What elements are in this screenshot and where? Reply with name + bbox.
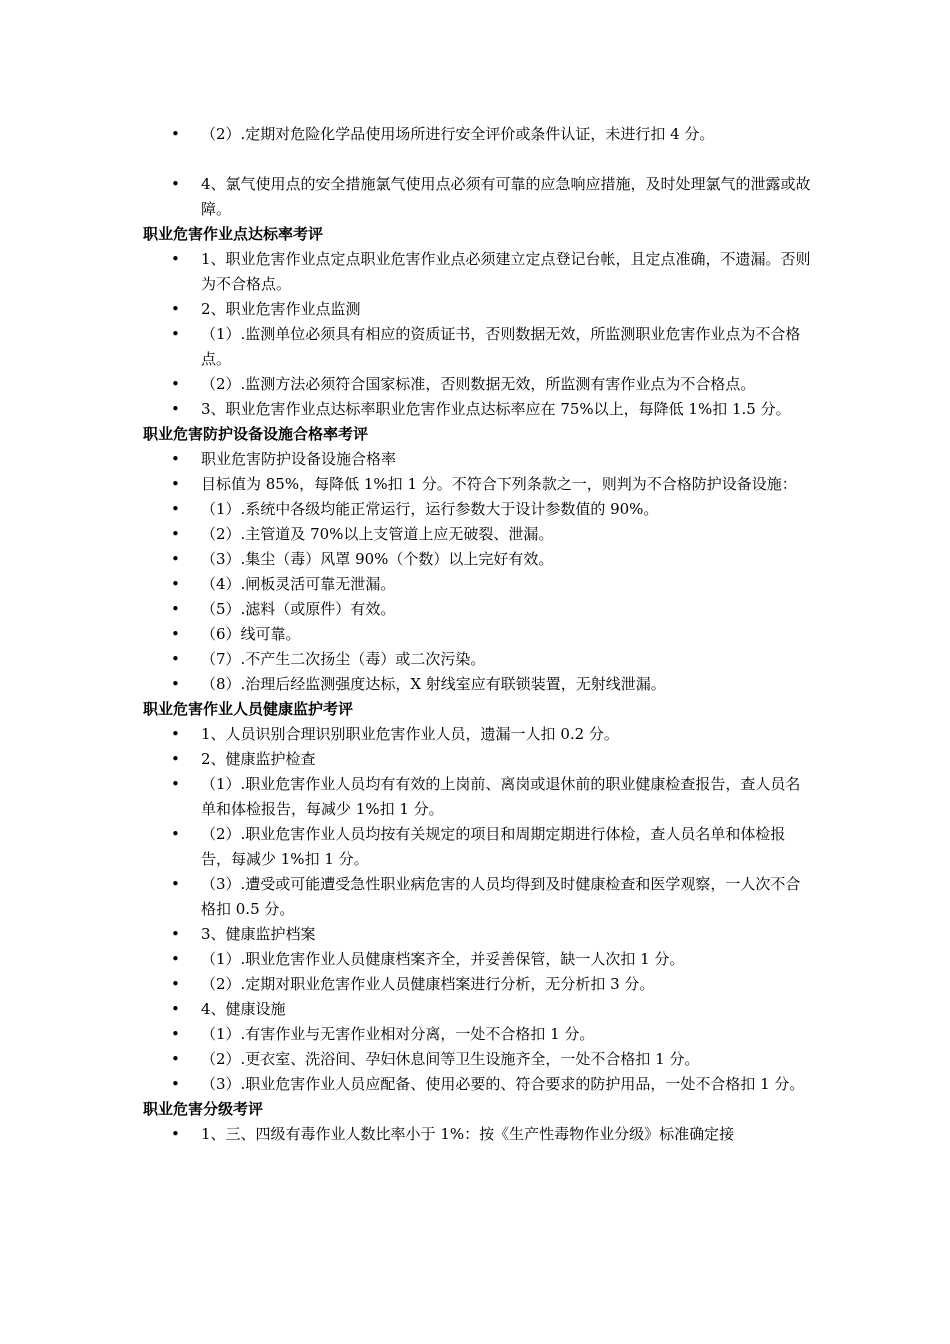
list-item-text: （1）.监测单位必须具有相应的资质证书，否则数据无效，所监测职业危害作业点为不合格点。: [201, 325, 801, 368]
section-heading: 职业危害分级考评: [143, 1100, 264, 1118]
bullet-icon: •: [171, 950, 180, 968]
bullet-icon: •: [171, 300, 180, 318]
list-item: [143, 772, 813, 822]
section-heading: 职业危害作业人员健康监护考评: [143, 700, 354, 718]
bullet-icon: •: [171, 375, 180, 393]
list-item-text: 2、健康监护检查: [201, 750, 316, 768]
list-item-text: 1、人员识别合理识别职业危害作业人员，遗漏一人扣 0.2 分。: [201, 725, 619, 743]
list-item-text: 1、职业危害作业点定点职业危害作业点必须建立定点登记台帐，且定点准确，不遗漏。否则为不合格点。: [201, 250, 811, 293]
list-item: [143, 972, 813, 997]
list-item-text: （2）.更衣室、洗浴间、孕妇休息间等卫生设施齐全，一处不合格扣 1 分。: [201, 1050, 700, 1068]
list-item-text: （2）.主管道及 70%以上支管道上应无破裂、泄漏。: [201, 525, 554, 543]
bullet-icon: •: [171, 250, 180, 268]
list-item-text: 4、健康设施: [201, 1000, 286, 1018]
list-item-text: 3、健康监护档案: [201, 925, 316, 943]
list-item: [143, 172, 813, 222]
document-body: [143, 122, 813, 1147]
bullet-icon: •: [171, 925, 180, 943]
list-item: [143, 622, 813, 647]
list-item: [143, 572, 813, 597]
list-item: [143, 247, 813, 297]
list-item-text: （2）.监测方法必须符合国家标准，否则数据无效，所监测有害作业点为不合格点。: [201, 375, 756, 393]
list-item: [143, 1047, 813, 1072]
section-heading: 职业危害防护设备设施合格率考评: [143, 425, 369, 443]
bullet-icon: •: [171, 775, 180, 793]
list-item: [143, 497, 813, 522]
list-item-text: 目标值为 85%，每降低 1%扣 1 分。不符合下列条款之一，则判为不合格防护设备设施：: [201, 475, 797, 493]
bullet-icon: •: [171, 125, 180, 143]
list-item: [143, 747, 813, 772]
list-item-text: （2）.职业危害作业人员均按有关规定的项目和周期定期进行体检，查人员名单和体检报告，每减少 1%扣 1 分。: [201, 825, 786, 868]
bullet-icon: •: [171, 1125, 180, 1143]
list-item: [143, 822, 813, 872]
list-item: [143, 1072, 813, 1097]
list-item-text: 3、职业危害作业点达标率职业危害作业点达标率应在 75%以上，每降低 1%扣 1.5 分。: [201, 400, 791, 418]
bullet-icon: •: [171, 550, 180, 568]
list-item: [143, 122, 813, 147]
list-item: [143, 447, 813, 472]
list-item-text: （6）线可靠。: [201, 625, 301, 643]
bullet-icon: •: [171, 875, 180, 893]
list-item-text: （2）.定期对危险化学品使用场所进行安全评价或条件认证，未进行扣 4 分。: [201, 125, 715, 143]
bullet-icon: •: [171, 625, 180, 643]
list-item: [143, 997, 813, 1022]
list-item-text: 1、三、四级有毒作业人数比率小于 1%：按《生产性毒物作业分级》标准确定接: [201, 1125, 735, 1143]
list-item: [143, 647, 813, 672]
list-item-text: （5）.滤料（或原件）有效。: [201, 600, 396, 618]
paragraph-gap: [143, 147, 813, 172]
bullet-icon: •: [171, 500, 180, 518]
list-item-text: （4）.闸板灵活可靠无泄漏。: [201, 575, 396, 593]
bullet-icon: •: [171, 1000, 180, 1018]
bullet-icon: •: [171, 175, 180, 193]
bullet-icon: •: [171, 1050, 180, 1068]
bullet-icon: •: [171, 325, 180, 343]
list-item: [143, 547, 813, 572]
list-item: [143, 472, 813, 497]
list-item: [143, 1122, 813, 1147]
bullet-icon: •: [171, 1025, 180, 1043]
list-item-text: （3）.集尘（毒）风罩 90%（个数）以上完好有效。: [201, 550, 554, 568]
bullet-icon: •: [171, 525, 180, 543]
list-item: [143, 397, 813, 422]
list-item-text: （3）.职业危害作业人员应配备、使用必要的、符合要求的防护用品，一处不合格扣 1 分。: [201, 1075, 805, 1093]
list-item-text: （7）.不产生二次扬尘（毒）或二次污染。: [201, 650, 486, 668]
section-heading: 职业危害作业点达标率考评: [143, 225, 324, 243]
list-item-text: （1）.职业危害作业人员健康档案齐全，并妥善保管，缺一人次扣 1 分。: [201, 950, 685, 968]
bullet-icon: •: [171, 825, 180, 843]
list-item-text: （8）.治理后经监测强度达标，X 射线室应有联锁装置，无射线泄漏。: [201, 675, 666, 693]
list-item: [143, 297, 813, 322]
list-item-text: （3）.遭受或可能遭受急性职业病危害的人员均得到及时健康检查和医学观察，一人次不合格扣 0.5 分。: [201, 875, 801, 918]
list-item: [143, 597, 813, 622]
list-item-text: （1）.有害作业与无害作业相对分离，一处不合格扣 1 分。: [201, 1025, 595, 1043]
bullet-icon: •: [171, 725, 180, 743]
bullet-icon: •: [171, 675, 180, 693]
list-item-text: （1）.系统中各级均能正常运行，运行参数大于设计参数值的 90%。: [201, 500, 659, 518]
bullet-icon: •: [171, 975, 180, 993]
list-item-text: 2、职业危害作业点监测: [201, 300, 361, 318]
bullet-icon: •: [171, 750, 180, 768]
list-item-text: 职业危害防护设备设施合格率: [201, 450, 397, 468]
list-item: [143, 372, 813, 397]
bullet-icon: •: [171, 475, 180, 493]
list-item-text: （2）.定期对职业危害作业人员健康档案进行分析，无分析扣 3 分。: [201, 975, 655, 993]
list-item: [143, 672, 813, 697]
bullet-icon: •: [171, 450, 180, 468]
list-item: [143, 922, 813, 947]
bullet-icon: •: [171, 400, 180, 418]
list-item: [143, 947, 813, 972]
list-item-text: （1）.职业危害作业人员均有有效的上岗前、离岗或退休前的职业健康检查报告，查人员名单和体检报告，每减少 1%扣 1 分。: [201, 775, 801, 818]
list-item: [143, 522, 813, 547]
bullet-icon: •: [171, 575, 180, 593]
bullet-icon: •: [171, 600, 180, 618]
list-item: [143, 1022, 813, 1047]
list-item-text: 4、氯气使用点的安全措施氯气使用点必须有可靠的应急响应措施，及时处理氯气的泄露或故障。: [201, 175, 811, 218]
list-item: [143, 722, 813, 747]
bullet-icon: •: [171, 1075, 180, 1093]
list-item: [143, 322, 813, 372]
bullet-icon: •: [171, 650, 180, 668]
list-item: [143, 872, 813, 922]
